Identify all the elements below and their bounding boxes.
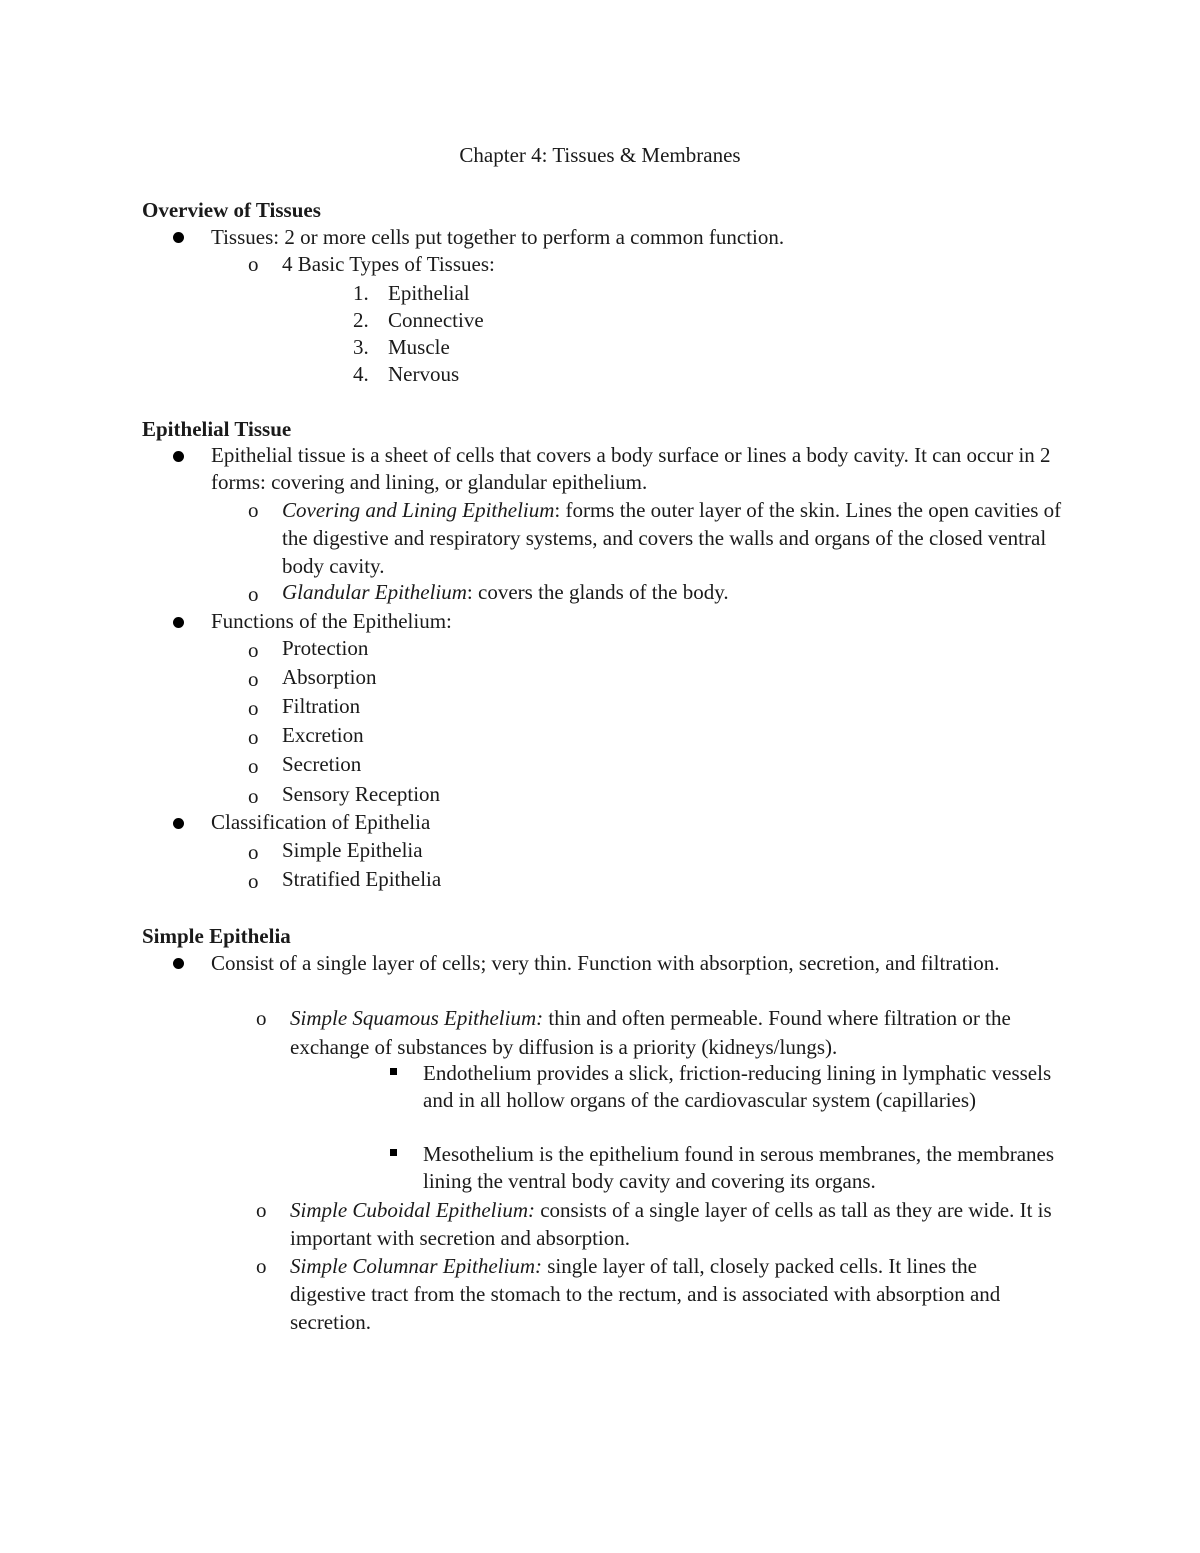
function-item: Sensory Reception [282,782,441,806]
cuboidal-term: Simple Cuboidal Epithelium: [290,1198,535,1222]
sub-bullet-marker: o [248,754,259,778]
columnar-item [290,1252,1050,1336]
squamous-desc: thin and often permeable. Found where filtration or the exchange of substances by diffusion is a priority (kidneys/lungs). [290,1006,1011,1059]
sub-bullet-marker: o [248,252,259,276]
glandular-term: Glandular Epithelium [282,580,467,604]
sub-bullet-marker: o [256,1254,267,1278]
sub-bullet-marker: o [248,498,259,522]
tissue-type-item: Nervous [388,362,460,386]
function-item: Filtration [282,694,361,718]
cuboidal-desc: consists of a single layer of cells as tall as they are wide. It is important with secretion and absorption. [290,1198,1052,1250]
covering-desc: : forms the outer layer of the skin. Lines the open cavities of the digestive and respiratory systems, and covers the walls and organs of the closed ventral body cavity. [282,498,1062,578]
glandular-item [282,580,729,605]
square-bullet-icon [390,1149,397,1156]
classification-label: Classification of Epithelia [211,810,431,834]
sub-bullet-marker: o [248,696,259,720]
function-item: Secretion [282,752,362,776]
sub-bullet-marker: o [248,638,259,662]
tissues-definition: Tissues: 2 or more cells put together to perform a common function. [211,225,785,249]
bullet-icon [173,617,184,628]
list-number: 2. [353,308,369,332]
covering-term: Covering and Lining Epithelium [282,498,555,522]
basic-types-label: 4 Basic Types of Tissues: [282,252,495,276]
squamous-item [290,1004,1055,1062]
cuboidal-item [290,1196,1065,1252]
simple-intro: Consist of a single layer of cells; very thin. Function with absorption, secretion, and filtration. [211,951,1000,975]
functions-label: Functions of the Epithelium: [211,609,452,633]
square-bullet-icon [390,1068,397,1075]
list-number: 4. [353,362,369,386]
bullet-icon [173,232,184,243]
list-number: 1. [353,281,369,305]
bullet-icon [173,818,184,829]
function-item: Excretion [282,723,364,747]
page-title: Chapter 4: Tissues & Membranes [459,143,741,167]
sub-bullet-marker: o [248,582,259,606]
overview-heading: Overview of Tissues [142,198,321,222]
function-item: Absorption [282,665,377,689]
sub-bullet-marker: o [256,1198,267,1222]
tissue-type-item: Epithelial [388,281,470,305]
sub-bullet-marker: o [248,667,259,691]
sub-bullet-marker: o [248,840,259,864]
sub-bullet-marker: o [256,1006,267,1030]
classification-item: Simple Epithelia [282,838,423,862]
columnar-desc: single layer of tall, closely packed cells. It lines the digestive tract from the stomach to the rectum, and is associated with absorption and secretion. [290,1254,1001,1334]
epithelial-heading: Epithelial Tissue [142,417,292,441]
sub-bullet-marker: o [248,725,259,749]
function-item: Protection [282,636,369,660]
sub-bullet-marker: o [248,784,259,808]
mesothelium-item: Mesothelium is the epithelium found in serous membranes, the membranes lining the ventral body cavity and covering its organs. [423,1142,1055,1193]
glandular-desc: : covers the glands of the body. [466,580,729,604]
bullet-icon [173,958,184,969]
tissue-type-item: Connective [388,308,484,332]
simple-epithelia-heading: Simple Epithelia [142,924,291,948]
endothelium-item: Endothelium provides a slick, friction-reducing lining in lymphatic vessels and in all hollow organs of the cardiovascular system (capillaries) [423,1061,1052,1112]
sub-bullet-marker: o [248,869,259,893]
columnar-term: Simple Columnar Epithelium: [290,1254,542,1278]
epithelial-intro: Epithelial tissue is a sheet of cells that covers a body surface or lines a body cavity. It can occur in 2 forms: covering and lining, or glandular epithelium. [211,443,1051,494]
list-number: 3. [353,335,369,359]
squamous-term: Simple Squamous Epithelium: [290,1006,544,1030]
bullet-icon [173,451,184,462]
covering-lining-item [282,496,1072,580]
classification-item: Stratified Epithelia [282,867,442,891]
tissue-type-item: Muscle [388,335,450,359]
